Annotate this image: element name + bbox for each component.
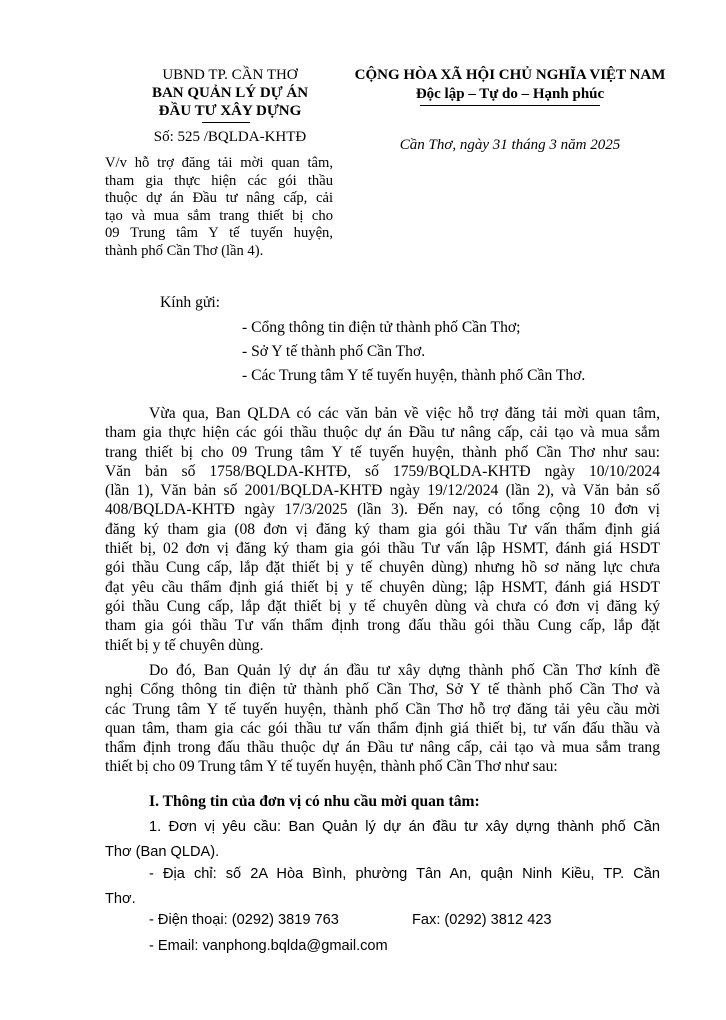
- paragraph-line: nghị Cổng thông tin điện tử thành phố Cần Thơ, Sở Y tế thành phố Cần Thơ và: [105, 681, 660, 699]
- section-heading: I. Thông tin của đơn vị có nhu cầu mời quan tâm:: [149, 793, 480, 810]
- paragraph-line: (lần 1), Văn bản số 2001/BQLDA-KHTĐ ngày 19/12/2024 (lần 2), và Văn bản số: [105, 482, 660, 500]
- subject-line: V/v hỗ trợ đăng tải mời quan tâm,: [105, 155, 333, 171]
- requesting-unit-line: 1. Đơn vị yêu cầu: Ban Quản lý dự án đầu tư xây dựng thành phố Cần: [149, 819, 660, 835]
- recipient-item: - Cổng thông tin điện tử thành phố Cần Thơ;: [242, 319, 521, 336]
- subject-line: 09 Trung tâm Y tế tuyến huyện,: [105, 225, 333, 242]
- paragraph-line: thẩm định trong đấu thầu thuộc dự án Đầu tư nâng cấp, cải tạo và mua sắm trang: [105, 739, 660, 757]
- paragraph-line: quan tâm, tham gia các gói thầu tư vấn thẩm định giá thiết bị, tư vấn đấu thầu và: [105, 719, 660, 737]
- paragraph-line: gói thầu Cung cấp, lắp đặt thiết bị y tế chuyên dùng và chưa có đơn vị đăng ký: [105, 597, 660, 615]
- paragraph-2: [105, 661, 660, 777]
- paragraph-line: Văn bản số 1758/BQLDA-KHTĐ, số 1759/BQLDA-KHTĐ ngày 10/10/2024: [105, 462, 660, 480]
- paragraph-line: thiết bị y tế chuyên dùng.: [105, 636, 264, 654]
- org-name-line2: ĐẦU TƯ XÂY DỰNG: [158, 103, 302, 119]
- paragraph-line: tham gia gói thầu Tư vấn thẩm định trong đấu thầu gói thầu Cung cấp, lắp đặt: [105, 617, 660, 635]
- paragraph-line: các Trung tâm Y tế tuyến huyện, thành phố Cần Thơ hỗ trợ đăng tải yêu cầu mời: [105, 700, 660, 718]
- requesting-unit-line: Thơ (Ban QLDA).: [105, 844, 220, 860]
- national-title: CỘNG HÒA XÃ HỘI CHỦ NGHĨA VIỆT NAM: [354, 67, 666, 83]
- paragraph-line: đạt yêu cầu thẩm định giá thiết bị y tế chuyên dùng; lập HSMT, đánh giá HSDT: [105, 578, 660, 596]
- address: [105, 862, 660, 912]
- org-underline: [202, 122, 250, 123]
- phone: - Điện thoại: (0292) 3819 763: [149, 912, 339, 928]
- email: - Email: vanphong.bqlda@gmail.com: [149, 938, 388, 954]
- subject-line: tạo và mua sắm trang thiết bị cho: [105, 207, 333, 224]
- requesting-unit: [105, 815, 660, 865]
- paragraph-line: trang thiết bị cho 09 Trung tâm Y tế tuyến huyện, thành phố Cần Thơ như sau:: [105, 443, 660, 461]
- subject-line: thành phố Cần Thơ (lần 4).: [105, 242, 264, 259]
- org-name-line1: BAN QUẢN LÝ DỰ ÁN: [151, 85, 309, 101]
- subject-summary: [105, 155, 333, 261]
- motto-underline: [420, 105, 600, 106]
- recipient-item: - Sở Y tế thành phố Cần Thơ.: [242, 343, 426, 360]
- document-number: Số: 525 /BQLDA-KHTĐ: [153, 129, 307, 145]
- address-line: - Địa chỉ: số 2A Hòa Bình, phường Tân An, quận Ninh Kiều, TP. Cần: [149, 866, 660, 882]
- national-motto: Độc lập – Tự do – Hạnh phúc: [415, 86, 605, 102]
- paragraph-line: 408/BQLDA-KHTĐ ngày 17/3/2025 (lần 3). Đến nay, có tổng cộng 10 đơn vị: [105, 501, 660, 519]
- greeting: Kính gửi:: [160, 294, 220, 311]
- subject-line: thuộc dự án Đầu tư nâng cấp, cải: [105, 190, 333, 207]
- recipient-item: - Các Trung tâm Y tế tuyến huyện, thành phố Cần Thơ.: [242, 367, 586, 384]
- paragraph-line: thiết bị cho 09 Trung tâm Y tế tuyến huyện, thành phố Cần Thơ như sau:: [105, 758, 558, 776]
- paragraph-line: Do đó, Ban Quản lý dự án đầu tư xây dựng thành phố Cần Thơ kính đề: [149, 662, 660, 679]
- paragraph-line: Vừa qua, Ban QLDA có các văn bản về việc hỗ trợ đăng tải mời quan tâm,: [149, 405, 660, 422]
- org-parent: UBND TP. CẦN THƠ: [162, 67, 298, 83]
- address-line: Thơ.: [105, 891, 136, 907]
- paragraph-1: [105, 404, 660, 655]
- paragraph-line: gói thầu Cung cấp, lắp đặt thiết bị y tế chuyên dùng) nhưng hồ sơ năng lực chưa: [105, 559, 660, 577]
- paragraph-line: tham gia thực hiện các gói thầu thuộc dự án Đầu tư nâng cấp, cải tạo và mua sắm: [105, 424, 660, 442]
- paragraph-line: thiết bị, 02 đơn vị đăng ký tham gia gói thầu Tư vấn lập HSMT, đánh giá HSDT: [105, 540, 660, 558]
- subject-line: tham gia thực hiện các gói thầu: [105, 172, 333, 189]
- paragraph-line: đăng ký tham gia (08 đơn vị đăng ký tham gia gói thầu Tư vấn thẩm định giá: [105, 520, 660, 538]
- fax: Fax: (0292) 3812 423: [412, 912, 552, 928]
- place-date: Cần Thơ, ngày 31 tháng 3 năm 2025: [399, 137, 621, 153]
